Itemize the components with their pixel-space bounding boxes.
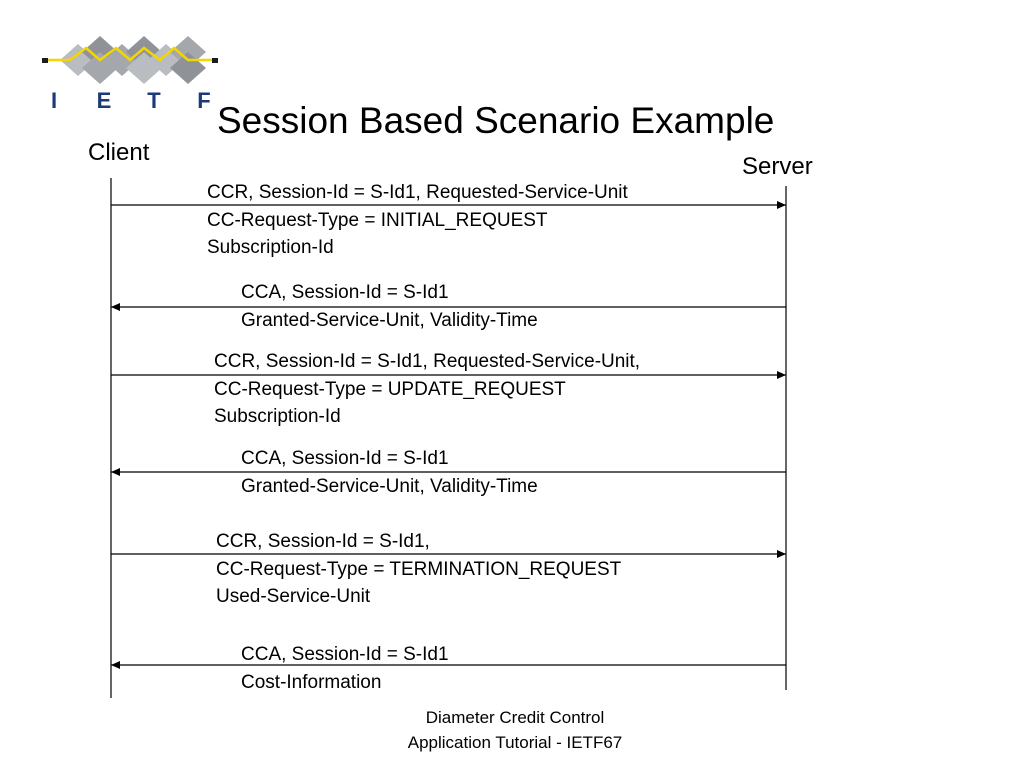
message-line: Granted-Service-Unit, Validity-Time: [241, 309, 538, 331]
message-line: CCR, Session-Id = S-Id1, Requested-Service-Unit,: [214, 351, 641, 372]
message-ccr-initial: [207, 179, 628, 262]
server-label: Server: [742, 153, 813, 180]
message-line: Subscription-Id: [214, 406, 341, 427]
message-line: CC-Request-Type = TERMINATION_REQUEST: [216, 558, 622, 580]
message-line: Subscription-Id: [207, 237, 334, 258]
message-line: CCA, Session-Id = S-Id1: [241, 448, 449, 469]
message-cca-termination: [241, 641, 449, 696]
slide-footer: [380, 705, 650, 755]
arrow-head: [777, 371, 786, 379]
footer-line-2: Application Tutorial - IETF67: [407, 733, 623, 752]
message-cca-update: [241, 445, 538, 500]
message-line: Granted-Service-Unit, Validity-Time: [241, 475, 538, 497]
message-ccr-update: [214, 348, 640, 431]
logo-letter-e: E: [96, 88, 112, 113]
footer-line-1: Diameter Credit Control: [425, 708, 605, 727]
message-line: CCR, Session-Id = S-Id1, Requested-Service-Unit: [207, 182, 628, 203]
arrow-head: [111, 303, 120, 311]
arrow-head: [111, 661, 120, 669]
arrow-head: [111, 468, 120, 476]
arrow-head: [777, 201, 786, 209]
message-line: CCR, Session-Id = S-Id1,: [216, 531, 430, 552]
message-line: CC-Request-Type = INITIAL_REQUEST: [207, 209, 548, 231]
message-cca-initial: [241, 279, 538, 334]
message-line: CCA, Session-Id = S-Id1: [241, 282, 449, 303]
client-label: Client: [88, 139, 150, 166]
message-ccr-termination: [216, 528, 621, 611]
message-line: Used-Service-Unit: [216, 586, 371, 607]
logo-letter-t: T: [147, 88, 161, 113]
logo-letter-f: F: [197, 88, 211, 113]
logo-letter-i: I: [50, 88, 58, 113]
message-line: Cost-Information: [241, 671, 382, 693]
arrow-head: [777, 550, 786, 558]
message-line: CC-Request-Type = UPDATE_REQUEST: [214, 378, 566, 400]
slide-title: Session Based Scenario Example: [217, 100, 775, 141]
message-line: CCA, Session-Id = S-Id1: [241, 644, 449, 665]
